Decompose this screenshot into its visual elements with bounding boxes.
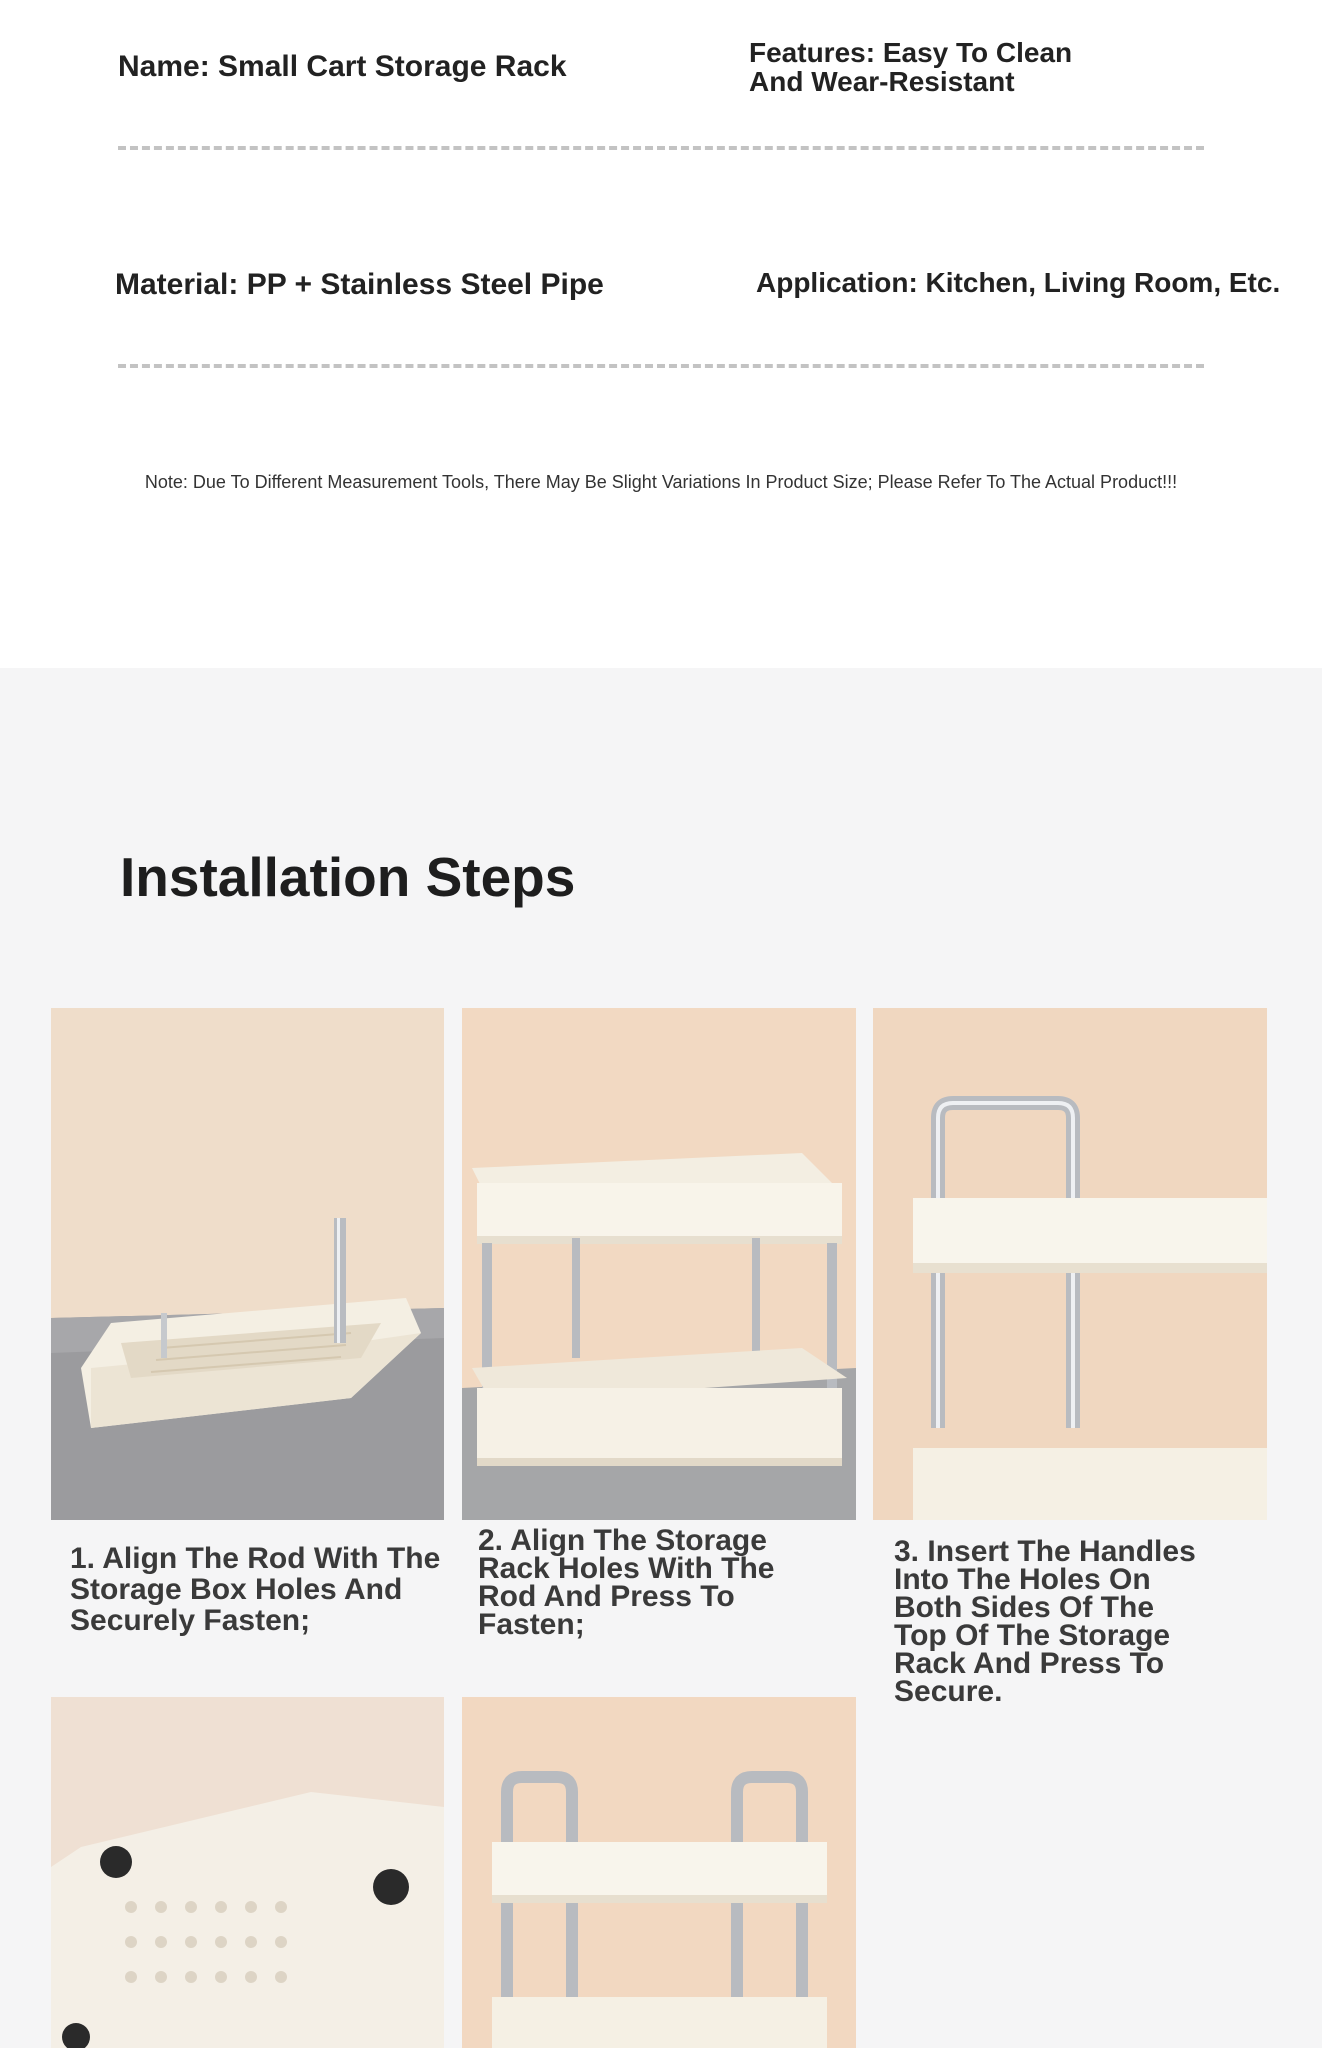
spec-features-line2: And Wear-Resistant bbox=[749, 66, 1015, 97]
installation-title: Installation Steps bbox=[120, 846, 576, 908]
spec-application: Application: Kitchen, Living Room, Etc. bbox=[756, 267, 1281, 298]
step-1-photo bbox=[51, 1008, 444, 1520]
size-note: Note: Due To Different Measurement Tools, There May Be Slight Variations In Product Size; Please Refer To The Actual Product!!! bbox=[144, 472, 1178, 492]
spec-name: Name: Small Cart Storage Rack bbox=[118, 50, 567, 83]
step-3-photo bbox=[873, 1008, 1267, 1520]
step-2-caption: 2. Align The Storage Rack Holes With The Rod And Press To Fasten; bbox=[478, 1524, 775, 1641]
spec-features bbox=[749, 38, 1072, 96]
step-5-photo bbox=[462, 1697, 856, 2048]
step-3-caption: 3. Insert The Handles Into The Holes On Both Sides Of The Top Of The Storage Rack And Press To Secure. bbox=[894, 1535, 1196, 1708]
step-2-photo bbox=[462, 1008, 856, 1520]
spec-material: Material: PP + Stainless Steel Pipe bbox=[115, 268, 604, 301]
step-4-photo bbox=[51, 1697, 444, 2048]
step-1-caption: 1. Align The Rod With The Storage Box Holes And Securely Fasten; bbox=[70, 1542, 441, 1637]
spec-features-line1: Features: Easy To Clean bbox=[749, 37, 1073, 68]
divider-dashed-2 bbox=[118, 364, 1204, 368]
divider-dashed-1 bbox=[118, 146, 1204, 150]
